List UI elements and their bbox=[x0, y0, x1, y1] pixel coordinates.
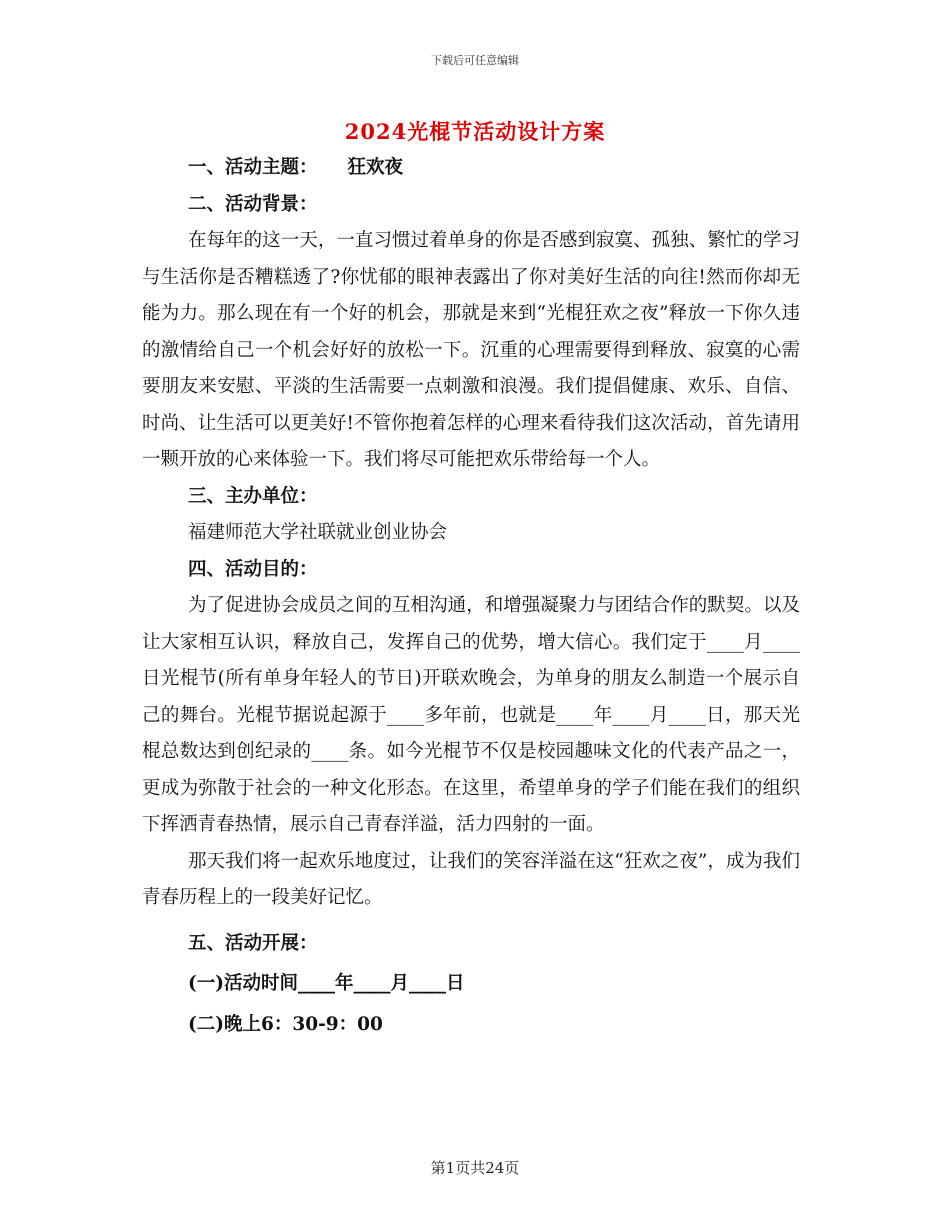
organizer-heading: 三、主办单位： bbox=[188, 485, 318, 507]
purpose-closing-paragraph: 那天我们将一起欢乐地度过，让我们的笑容洋溢在这“狂欢之夜”，成为我们青春历程上的一段美好记忆。 bbox=[142, 850, 800, 908]
theme-heading bbox=[142, 150, 800, 187]
activity-time-line: (一)活动时间____年____月____日 bbox=[188, 973, 465, 994]
evening-time-line: (二)晚上6：30-9：00 bbox=[188, 1013, 383, 1035]
theme-value: 狂欢夜 bbox=[347, 157, 404, 178]
purpose-paragraph: 为了促进协会成员之间的互相沟通，和增强凝聚力与团结合作的默契。以及让大家相互认识，释放自己，发挥自己的优势，增大信心。我们定于____月____日光棍节(所有单身年轻人的节日)开联欢晚会，为单身的朋友么制造一个展示自己的舞台。光棍节据说起源于____多年前，也就是____年____月____日，那天光棍总数达到创纪录的____条。如今光棍节不仅是校园趣味文化的代表产品之一，更成为弥散于社会的一种文化形态。在这里，希望单身的学子们能在我们的组织下挥洒青春热情，展示自己青春洋溢，活力四射的一面。 bbox=[142, 595, 800, 835]
theme-label: 一、活动主题： bbox=[188, 157, 318, 178]
background-paragraph: 在每年的这一天，一直习惯过着单身的你是否感到寂寞、孤独、繁忙的学习与生活你是否糟糕透了?你忧郁的眼神表露出了你对美好生活的向往!然而你却无能为力。那么现在有一个好的机会，那就是来到“光棍狂欢之夜”释放一下你久违的激情给自己一个机会好好的放松一下。沉重的心理需要得到释放、寂寞的心需要朋友来安慰、平淡的生活需要一点刺激和浪漫。我们提倡健康、欢乐、自信、时尚、让生活可以更美好!不管你抱着怎样的心理来看待我们这次活动，首先请用一颗开放的心来体验一下。我们将尽可能把欢乐带给每一个人。 bbox=[142, 230, 800, 470]
purpose-heading: 四、活动目的： bbox=[188, 558, 318, 580]
document-title: 2024光棍节活动设计方案 bbox=[344, 119, 606, 144]
execution-heading: 五、活动开展： bbox=[188, 932, 318, 954]
document-body bbox=[142, 150, 800, 1043]
background-heading: 二、活动背景： bbox=[188, 193, 318, 215]
organizer-value: 福建师范大学社联就业创业协会 bbox=[188, 522, 448, 543]
page-header-note: 下载后可任意编辑 bbox=[431, 54, 519, 67]
page-number: 第1页共24页 bbox=[430, 1159, 520, 1177]
